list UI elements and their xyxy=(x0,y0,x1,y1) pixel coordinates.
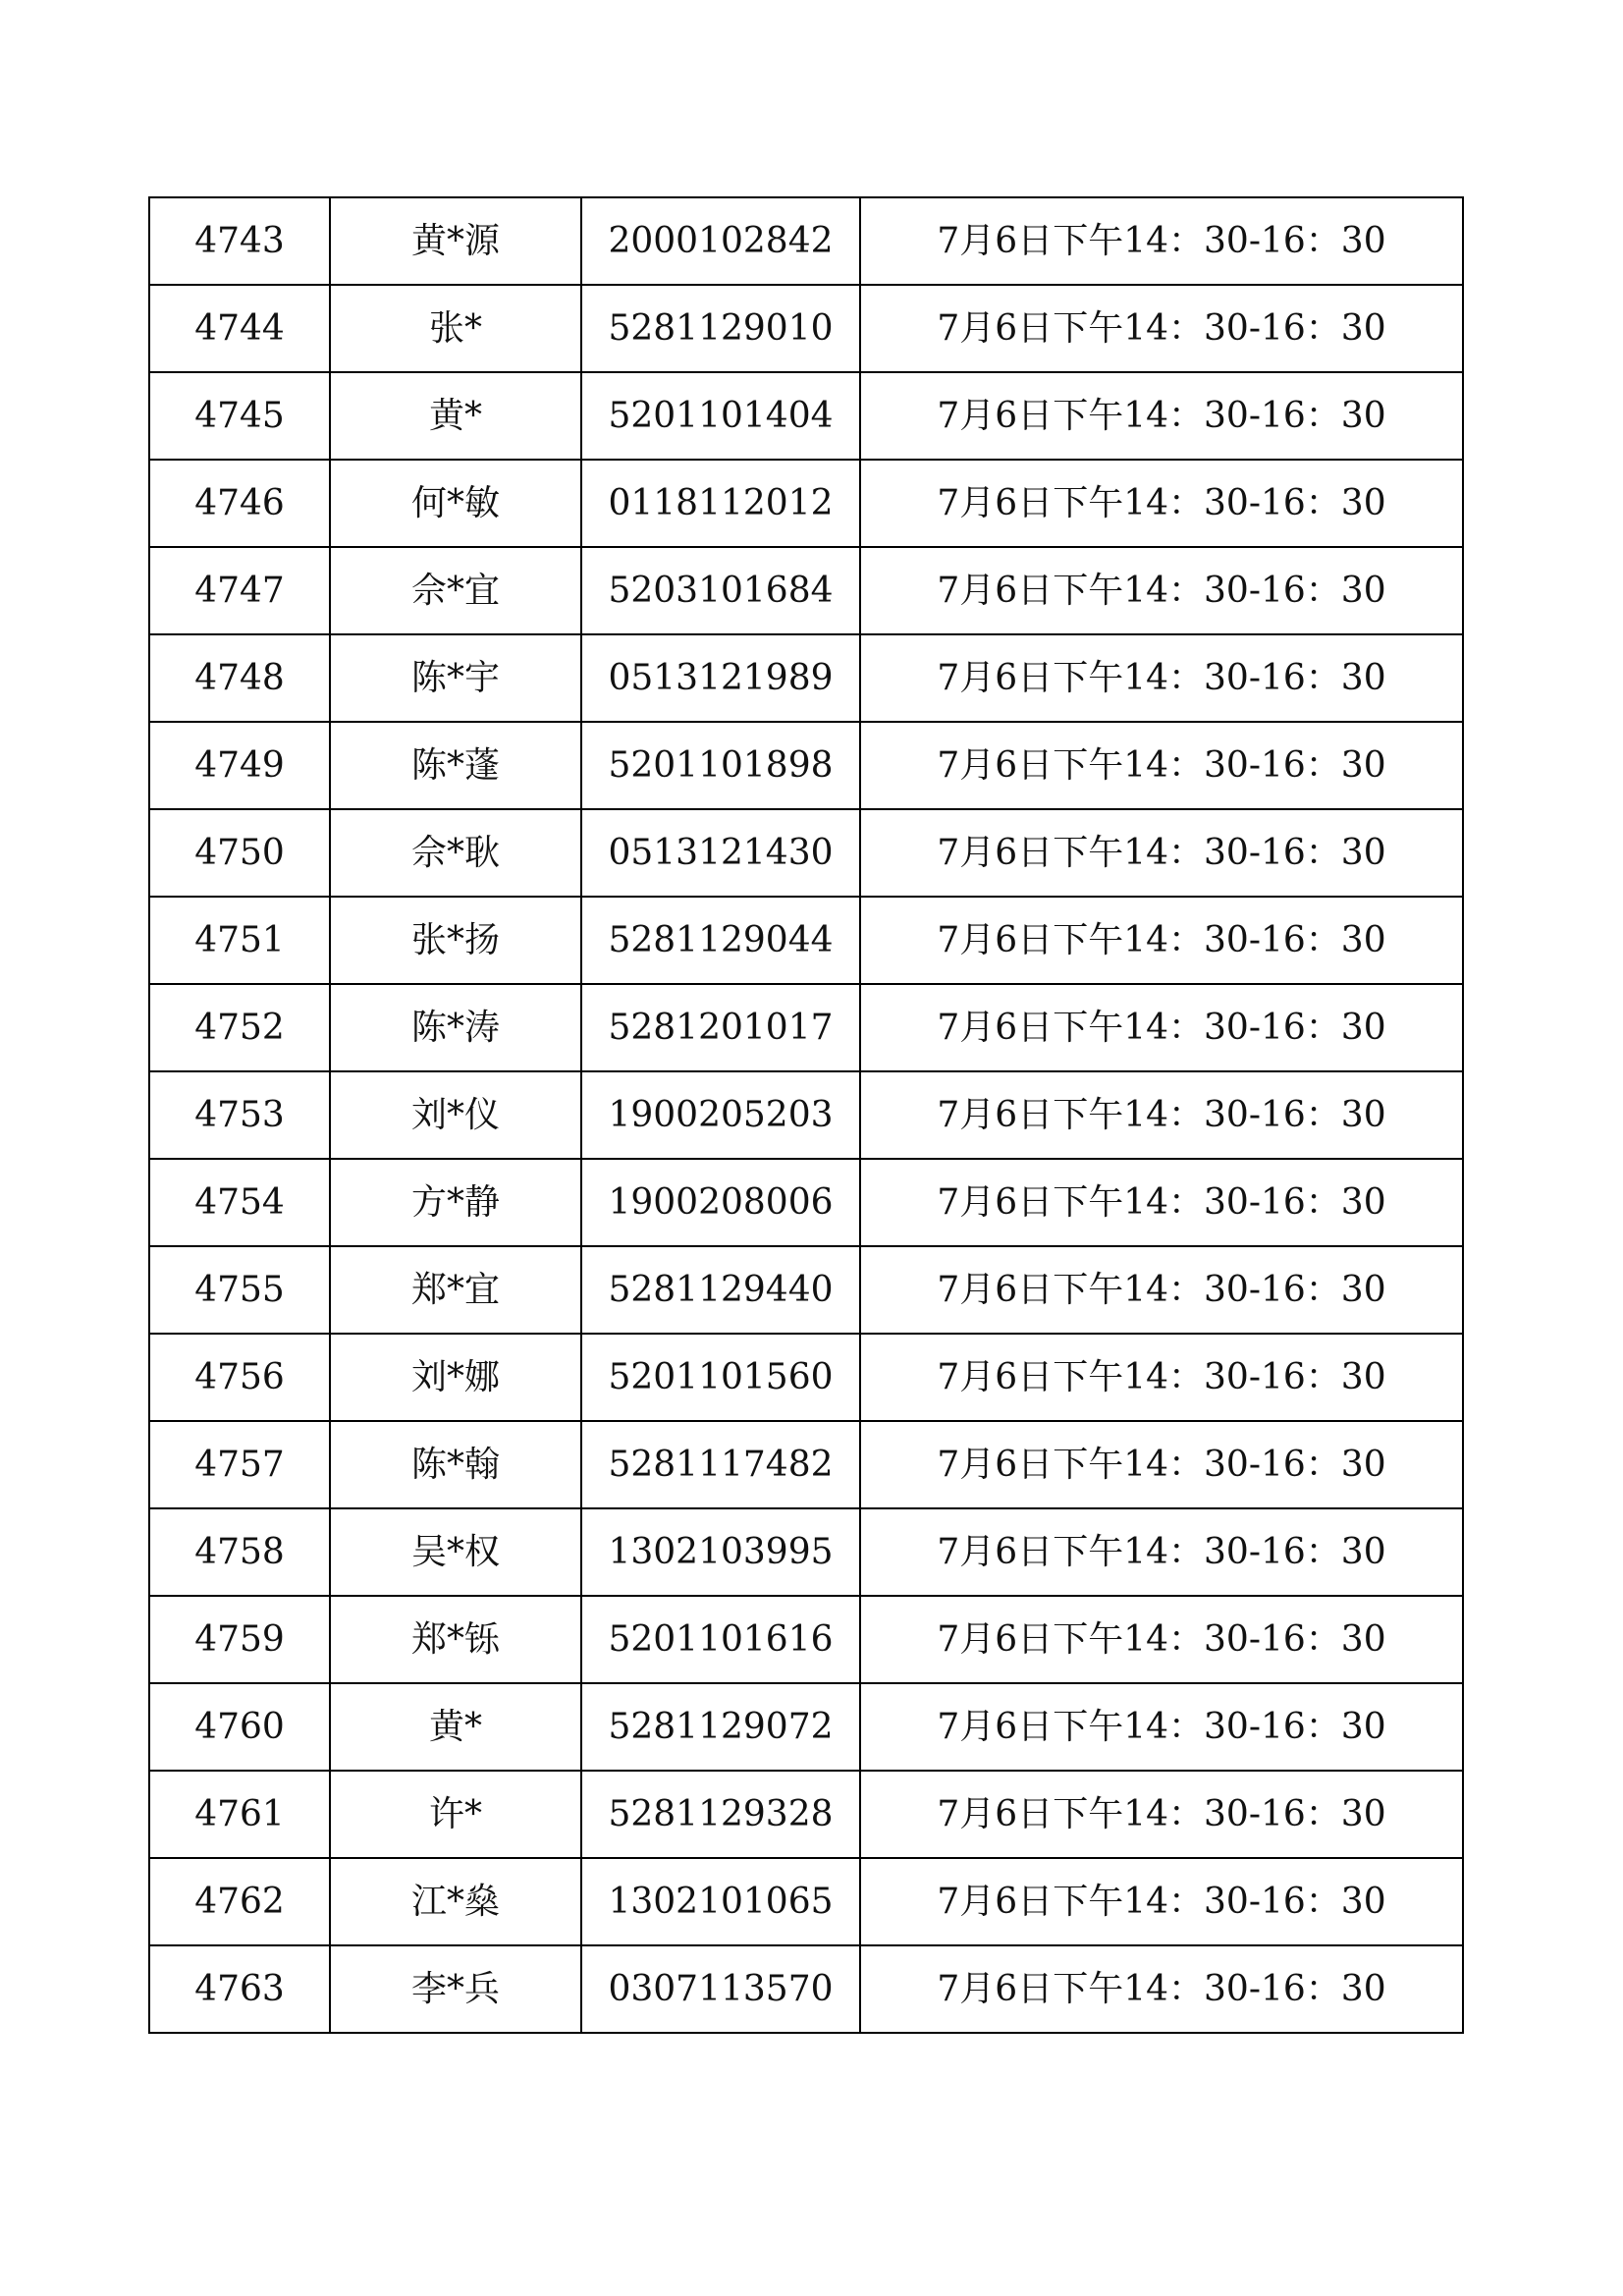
row-number: 4746 xyxy=(149,460,330,547)
person-name: 吴*权 xyxy=(330,1508,581,1596)
table-row xyxy=(149,984,1463,1071)
table-row xyxy=(149,1683,1463,1771)
table-row xyxy=(149,547,1463,634)
person-name: 佘*宜 xyxy=(330,547,581,634)
row-number: 4745 xyxy=(149,372,330,460)
table-row xyxy=(149,1508,1463,1596)
time-slot: 7月6日下午14：30-16：30 xyxy=(860,1159,1463,1246)
row-number: 4760 xyxy=(149,1683,330,1771)
person-name: 刘*仪 xyxy=(330,1071,581,1159)
roster-table xyxy=(148,196,1464,2034)
table-row xyxy=(149,197,1463,285)
person-name: 许* xyxy=(330,1771,581,1858)
table-row xyxy=(149,722,1463,809)
id-number: 1900208006 xyxy=(581,1159,860,1246)
id-number: 1302103995 xyxy=(581,1508,860,1596)
person-name: 张*扬 xyxy=(330,897,581,984)
row-number: 4757 xyxy=(149,1421,330,1508)
time-slot: 7月6日下午14：30-16：30 xyxy=(860,1421,1463,1508)
row-number: 4750 xyxy=(149,809,330,897)
id-number: 5281129328 xyxy=(581,1771,860,1858)
person-name: 佘*耿 xyxy=(330,809,581,897)
table-row xyxy=(149,1596,1463,1683)
time-slot: 7月6日下午14：30-16：30 xyxy=(860,372,1463,460)
table-row xyxy=(149,1945,1463,2033)
table-row xyxy=(149,285,1463,372)
table-row xyxy=(149,1771,1463,1858)
row-number: 4753 xyxy=(149,1071,330,1159)
id-number: 0118112012 xyxy=(581,460,860,547)
time-slot: 7月6日下午14：30-16：30 xyxy=(860,285,1463,372)
person-name: 张* xyxy=(330,285,581,372)
person-name: 陈*涛 xyxy=(330,984,581,1071)
time-slot: 7月6日下午14：30-16：30 xyxy=(860,722,1463,809)
time-slot: 7月6日下午14：30-16：30 xyxy=(860,1683,1463,1771)
person-name: 何*敏 xyxy=(330,460,581,547)
table-row xyxy=(149,372,1463,460)
row-number: 4762 xyxy=(149,1858,330,1945)
row-number: 4748 xyxy=(149,634,330,722)
row-number: 4743 xyxy=(149,197,330,285)
person-name: 黄* xyxy=(330,372,581,460)
person-name: 陈*蓬 xyxy=(330,722,581,809)
id-number: 1302101065 xyxy=(581,1858,860,1945)
time-slot: 7月6日下午14：30-16：30 xyxy=(860,1596,1463,1683)
row-number: 4761 xyxy=(149,1771,330,1858)
time-slot: 7月6日下午14：30-16：30 xyxy=(860,984,1463,1071)
person-name: 江*燊 xyxy=(330,1858,581,1945)
id-number: 1900205203 xyxy=(581,1071,860,1159)
person-name: 郑*宜 xyxy=(330,1246,581,1334)
time-slot: 7月6日下午14：30-16：30 xyxy=(860,1771,1463,1858)
person-name: 陈*宇 xyxy=(330,634,581,722)
row-number: 4752 xyxy=(149,984,330,1071)
row-number: 4747 xyxy=(149,547,330,634)
id-number: 0513121989 xyxy=(581,634,860,722)
person-name: 刘*娜 xyxy=(330,1334,581,1421)
table-row xyxy=(149,1246,1463,1334)
table-row xyxy=(149,1159,1463,1246)
person-name: 黄*源 xyxy=(330,197,581,285)
person-name: 李*兵 xyxy=(330,1945,581,2033)
table-row xyxy=(149,1858,1463,1945)
row-number: 4759 xyxy=(149,1596,330,1683)
time-slot: 7月6日下午14：30-16：30 xyxy=(860,1071,1463,1159)
row-number: 4755 xyxy=(149,1246,330,1334)
table-row xyxy=(149,1421,1463,1508)
table-row xyxy=(149,1071,1463,1159)
person-name: 黄* xyxy=(330,1683,581,1771)
id-number: 5201101404 xyxy=(581,372,860,460)
time-slot: 7月6日下午14：30-16：30 xyxy=(860,460,1463,547)
id-number: 5281129072 xyxy=(581,1683,860,1771)
table-row xyxy=(149,460,1463,547)
id-number: 2000102842 xyxy=(581,197,860,285)
row-number: 4754 xyxy=(149,1159,330,1246)
row-number: 4749 xyxy=(149,722,330,809)
row-number: 4744 xyxy=(149,285,330,372)
id-number: 5201101616 xyxy=(581,1596,860,1683)
row-number: 4758 xyxy=(149,1508,330,1596)
id-number: 5281129044 xyxy=(581,897,860,984)
id-number: 5281201017 xyxy=(581,984,860,1071)
row-number: 4756 xyxy=(149,1334,330,1421)
time-slot: 7月6日下午14：30-16：30 xyxy=(860,1945,1463,2033)
row-number: 4751 xyxy=(149,897,330,984)
time-slot: 7月6日下午14：30-16：30 xyxy=(860,1334,1463,1421)
id-number: 0513121430 xyxy=(581,809,860,897)
time-slot: 7月6日下午14：30-16：30 xyxy=(860,809,1463,897)
row-number: 4763 xyxy=(149,1945,330,2033)
id-number: 5201101560 xyxy=(581,1334,860,1421)
table-row xyxy=(149,897,1463,984)
table-row xyxy=(149,809,1463,897)
time-slot: 7月6日下午14：30-16：30 xyxy=(860,897,1463,984)
time-slot: 7月6日下午14：30-16：30 xyxy=(860,1246,1463,1334)
person-name: 方*静 xyxy=(330,1159,581,1246)
person-name: 郑*铄 xyxy=(330,1596,581,1683)
person-name: 陈*翰 xyxy=(330,1421,581,1508)
time-slot: 7月6日下午14：30-16：30 xyxy=(860,547,1463,634)
id-number: 5281129440 xyxy=(581,1246,860,1334)
id-number: 5281117482 xyxy=(581,1421,860,1508)
table-row xyxy=(149,1334,1463,1421)
id-number: 5201101898 xyxy=(581,722,860,809)
id-number: 5203101684 xyxy=(581,547,860,634)
time-slot: 7月6日下午14：30-16：30 xyxy=(860,634,1463,722)
time-slot: 7月6日下午14：30-16：30 xyxy=(860,1508,1463,1596)
id-number: 0307113570 xyxy=(581,1945,860,2033)
time-slot: 7月6日下午14：30-16：30 xyxy=(860,1858,1463,1945)
id-number: 5281129010 xyxy=(581,285,860,372)
time-slot: 7月6日下午14：30-16：30 xyxy=(860,197,1463,285)
table-row xyxy=(149,634,1463,722)
